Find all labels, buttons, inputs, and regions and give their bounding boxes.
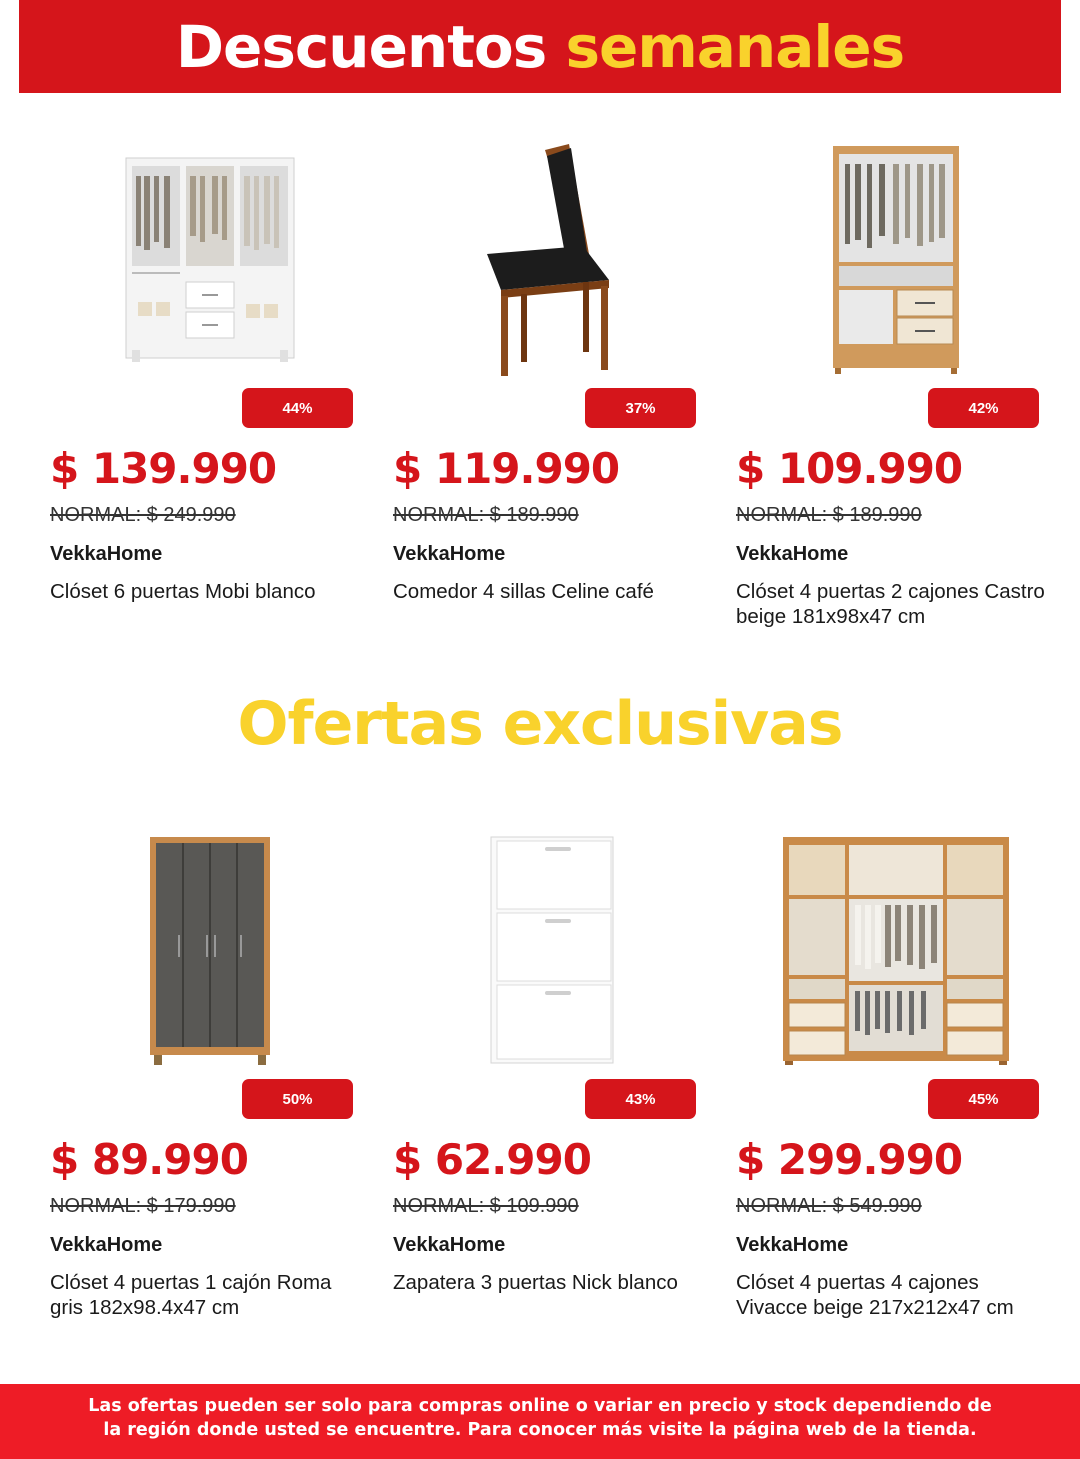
large-wardrobe-icon[interactable] — [736, 831, 1056, 1071]
sale-price: $ 109.990 — [736, 444, 963, 493]
discount-badge: 44% — [242, 388, 353, 428]
product-name[interactable]: Zapatera 3 puertas Nick blanco — [393, 1271, 678, 1294]
shoe-cabinet-icon[interactable] — [393, 831, 713, 1071]
brand-name: VekkaHome — [50, 1234, 163, 1256]
normal-price-label: NORMAL: $ 109.990 — [393, 1195, 579, 1217]
discount-badge: 43% — [585, 1079, 696, 1119]
normal-price — [736, 1195, 922, 1218]
weekly-products-grid — [0, 140, 1080, 660]
normal-price-label: NORMAL: $ 179.990 — [50, 1195, 236, 1217]
sale-price: $ 139.990 — [50, 444, 277, 493]
title-part-2: semanales — [565, 12, 905, 81]
brand-name: VekkaHome — [393, 1234, 506, 1256]
footer-disclaimer — [0, 1384, 1080, 1459]
discount-badge: 45% — [928, 1079, 1039, 1119]
chair-icon[interactable] — [393, 140, 713, 380]
white-wardrobe-icon[interactable] — [50, 140, 370, 380]
sale-price: $ 62.990 — [393, 1135, 591, 1184]
product-card[interactable] — [50, 831, 370, 1351]
header-banner — [19, 0, 1061, 93]
gray-wardrobe-icon[interactable] — [50, 831, 370, 1071]
product-card[interactable] — [393, 140, 713, 660]
normal-price — [50, 504, 236, 527]
product-name[interactable]: Clóset 6 puertas Mobi blanco — [50, 580, 316, 603]
product-name[interactable]: Clóset 4 puertas 2 cajones Castro beige 181x98x47 cm — [736, 580, 1045, 628]
exclusive-products-grid — [0, 831, 1080, 1351]
normal-price — [736, 504, 922, 527]
brand-name: VekkaHome — [736, 1234, 849, 1256]
discount-badge: 37% — [585, 388, 696, 428]
normal-price — [50, 1195, 236, 1218]
product-card[interactable] — [393, 831, 713, 1351]
product-name[interactable]: Clóset 4 puertas 1 cajón Roma gris 182x98.4x47 cm — [50, 1271, 332, 1319]
brand-name: VekkaHome — [393, 543, 506, 565]
normal-price — [393, 1195, 579, 1218]
normal-price — [393, 504, 579, 527]
product-name[interactable]: Clóset 4 puertas 4 cajones Vivacce beige 217x212x47 cm — [736, 1271, 1014, 1319]
product-card[interactable] — [736, 140, 1056, 660]
discount-badge: 50% — [242, 1079, 353, 1119]
brand-name: VekkaHome — [736, 543, 849, 565]
product-card[interactable] — [50, 140, 370, 660]
sale-price: $ 299.990 — [736, 1135, 963, 1184]
normal-price-label: NORMAL: $ 189.990 — [736, 504, 922, 526]
discount-badge: 42% — [928, 388, 1039, 428]
normal-price-label: NORMAL: $ 549.990 — [736, 1195, 922, 1217]
brand-name: VekkaHome — [50, 543, 163, 565]
footer-line-2: la región donde usted se encuentre. Para conocer más visite la página web de la tienda. — [103, 1420, 977, 1440]
normal-price-label: NORMAL: $ 249.990 — [50, 504, 236, 526]
page-title — [175, 12, 905, 81]
product-name[interactable]: Comedor 4 sillas Celine café — [393, 580, 654, 603]
footer-line-1: Las ofertas pueden ser solo para compras online o variar en precio y stock dependiendo de — [88, 1396, 992, 1416]
title-part-1: Descuentos — [175, 12, 547, 81]
normal-price-label: NORMAL: $ 189.990 — [393, 504, 579, 526]
sale-price: $ 89.990 — [50, 1135, 248, 1184]
product-card[interactable] — [736, 831, 1056, 1351]
section-title: Ofertas exclusivas — [237, 689, 843, 759]
sale-price: $ 119.990 — [393, 444, 620, 493]
wood-wardrobe-icon[interactable] — [736, 140, 1056, 380]
